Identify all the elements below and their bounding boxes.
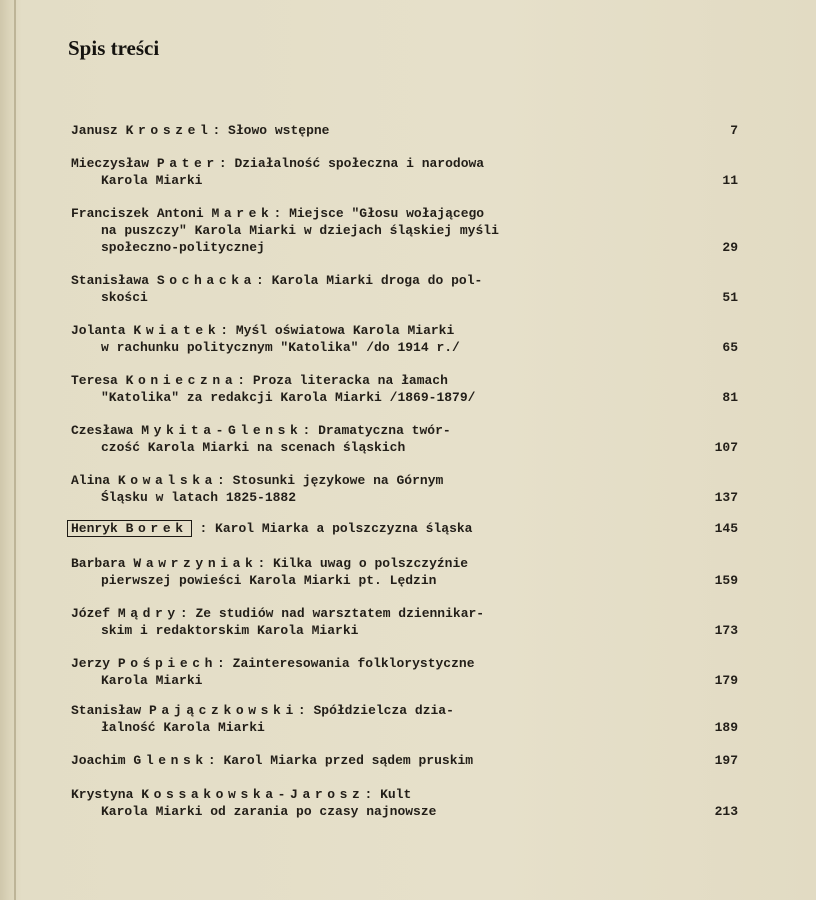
toc-entry-text (71, 155, 661, 189)
author-surname-spaced: Glensk (133, 753, 208, 768)
page-number: 29 (722, 240, 738, 255)
author-surname-spaced: Sochacka (156, 273, 257, 288)
article-title-continued: Karola Miarki (101, 673, 203, 688)
author-surname-spaced: Wawrzyniak (133, 556, 258, 571)
author-first-name: Barbara (71, 556, 126, 571)
author-name (71, 206, 273, 221)
author-first-name: Janusz (71, 123, 118, 138)
author-surname-spaced: Marek (211, 206, 274, 221)
author-name (71, 656, 217, 671)
toc-line-1 (71, 605, 661, 622)
toc-line-1 (71, 655, 661, 672)
page-number: 65 (722, 340, 738, 355)
author-name (71, 273, 256, 288)
toc-line-1 (71, 520, 661, 537)
author-separator: : (364, 787, 373, 802)
author-name (71, 556, 257, 571)
article-title-start: Dramatyczna twór- (310, 423, 451, 438)
article-title-start: Kult (372, 787, 412, 802)
author-first-name: Joachim (71, 753, 126, 768)
toc-line-1 (71, 555, 661, 572)
toc-entry-text (71, 372, 661, 406)
toc-entry-text (71, 205, 661, 256)
article-title-continued: łalność Karola Miarki (101, 720, 265, 735)
author-separator: : (212, 123, 221, 138)
article-title-continued: Śląsku w latach 1825-1882 (101, 490, 297, 505)
article-title-continued: skim i redaktorskim Karola Miarki (101, 623, 359, 638)
author-first-name: Stanisława (71, 273, 150, 288)
article-title-start: Spółdzielcza dzia- (305, 703, 454, 718)
article-title-start: Kilka uwag o polszczyźnie (265, 556, 469, 571)
toc-entry-text (71, 605, 661, 639)
article-title-start: Karola Miarki droga do pol- (263, 273, 483, 288)
author-first-name: Alina (71, 473, 111, 488)
article-title-continued: czość Karola Miarki na scenach śląskich (101, 440, 406, 455)
toc-entry-text (71, 702, 661, 736)
toc-line-1 (71, 272, 661, 289)
toc-entry-text (71, 520, 661, 537)
author-surname-spaced: Pośpiech (117, 656, 218, 671)
author-separator: : (217, 656, 225, 671)
page-number: 189 (714, 720, 738, 735)
toc-line-1 (71, 322, 661, 339)
article-title-start: Ze studiów nad warsztatem dziennikar- (187, 606, 485, 621)
toc-line-1 (71, 372, 661, 389)
page-number: 145 (714, 521, 738, 536)
author-surname-spaced: Koniecznа (125, 373, 238, 388)
page-number: 107 (714, 440, 738, 455)
article-title-start: Działalność społeczna i narodowa (226, 156, 485, 171)
author-surname-spaced: Pater (156, 156, 219, 171)
article-title-start: Miejsce "Głosu wołającego (281, 206, 485, 221)
author-surname-spaced: Kossakowska-Jarosz (141, 787, 365, 802)
author-surname-spaced: Borek (125, 521, 188, 536)
author-first-name: Jerzy (71, 656, 111, 671)
article-title-start: Stosunki językowe na Górnym (224, 473, 444, 488)
toc-entry-text (71, 122, 661, 139)
article-title-start: Zainteresowania folklorystyczne (224, 656, 475, 671)
article-title-start: Myśl oświatowa Karola Miarki (228, 323, 455, 338)
article-title-continued-2: społeczno-politycznej (101, 240, 265, 255)
toc-entry-text (71, 322, 661, 356)
author-separator: : (179, 606, 188, 621)
toc-line-1 (71, 702, 661, 719)
author-name (71, 373, 237, 388)
toc-entry-text (71, 786, 661, 820)
author-separator: : (218, 156, 227, 171)
author-first-name: Henryk (71, 521, 118, 536)
article-title-start: Proza literacka na łamach (245, 373, 448, 388)
page-number: 213 (714, 804, 738, 819)
page-number: 179 (714, 673, 738, 688)
toc-line-1 (71, 752, 661, 769)
page-number: 159 (714, 573, 738, 588)
page-number: 173 (714, 623, 738, 638)
author-surname-spaced: Mykita-Glensk (141, 423, 303, 438)
toc-entry-text (71, 472, 661, 506)
toc-line-1 (71, 786, 661, 803)
page-title: Spis treści (68, 36, 160, 60)
toc-line-1 (71, 205, 661, 222)
author-separator: : (257, 556, 266, 571)
author-separator: : (217, 473, 225, 488)
author-first-name: Czesława (71, 423, 134, 438)
author-surname-spaced: Kowalska (117, 473, 218, 488)
article-title-start: Karol Miarka przed sądem pruskim (215, 753, 474, 768)
article-title-continued: skości (101, 290, 148, 305)
author-first-name: Teresa (71, 373, 118, 388)
author-name (71, 787, 364, 802)
author-first-name: Franciszek Antoni (71, 206, 204, 221)
toc-entry-text (71, 555, 661, 589)
author-separator: : (207, 753, 216, 768)
author-separator: : (256, 273, 264, 288)
author-name (71, 423, 302, 438)
toc-line-1 (71, 155, 661, 172)
page-number: 51 (722, 290, 738, 305)
author-name (71, 703, 298, 718)
author-name (71, 123, 212, 138)
article-title-start: Słowo wstępne (220, 123, 330, 138)
toc-entry-text (71, 752, 661, 769)
article-title-continued: Karola Miarki od zarania po czasy najnowsze (101, 804, 437, 819)
page-number: 81 (722, 390, 738, 405)
author-first-name: Krystyna (71, 787, 134, 802)
toc-line-1 (71, 422, 661, 439)
article-title-start: : Karol Miarka a polszczyzna śląska (191, 521, 473, 536)
page-number: 7 (730, 123, 738, 138)
toc-entry-text (71, 272, 661, 306)
author-first-name: Jolanta (71, 323, 126, 338)
author-surname-spaced: Pajączkowski (149, 703, 298, 718)
page-number: 197 (714, 753, 738, 768)
author-first-name: Stanisław (71, 703, 142, 718)
author-separator: : (297, 703, 306, 718)
author-name (71, 473, 217, 488)
article-title-continued: na puszczy" Karola Miarki w dziejach śląskiej myśli (101, 223, 499, 238)
author-name (71, 606, 180, 621)
page-number: 11 (722, 173, 738, 188)
author-name (71, 156, 219, 171)
toc-entry-text (71, 655, 661, 689)
article-title-continued: "Katolika" za redakcji Karola Miarki /1869-1879/ (101, 390, 476, 405)
author-separator: : (273, 206, 282, 221)
page-number: 137 (714, 490, 738, 505)
article-title-continued: pierwszej powieści Karola Miarki pt. Lędzin (101, 573, 437, 588)
author-separator: : (220, 323, 229, 338)
article-title-continued: Karola Miarki (101, 173, 203, 188)
author-surname-spaced: Kroszel (125, 123, 213, 138)
author-name (71, 753, 208, 768)
toc-line-1 (71, 472, 661, 489)
toc-line-1 (71, 122, 661, 139)
author-name (71, 323, 220, 338)
author-separator: : (237, 373, 246, 388)
toc-entry-text (71, 422, 661, 456)
highlighted-author-box (67, 520, 192, 537)
author-first-name: Józef (71, 606, 111, 621)
author-surname-spaced: Mądry (117, 606, 180, 621)
author-separator: : (302, 423, 311, 438)
author-first-name: Mieczysław (71, 156, 150, 171)
article-title-continued: w rachunku politycznym "Katolika" /do 1914 r./ (101, 340, 460, 355)
author-surname-spaced: Kwiatek (133, 323, 221, 338)
